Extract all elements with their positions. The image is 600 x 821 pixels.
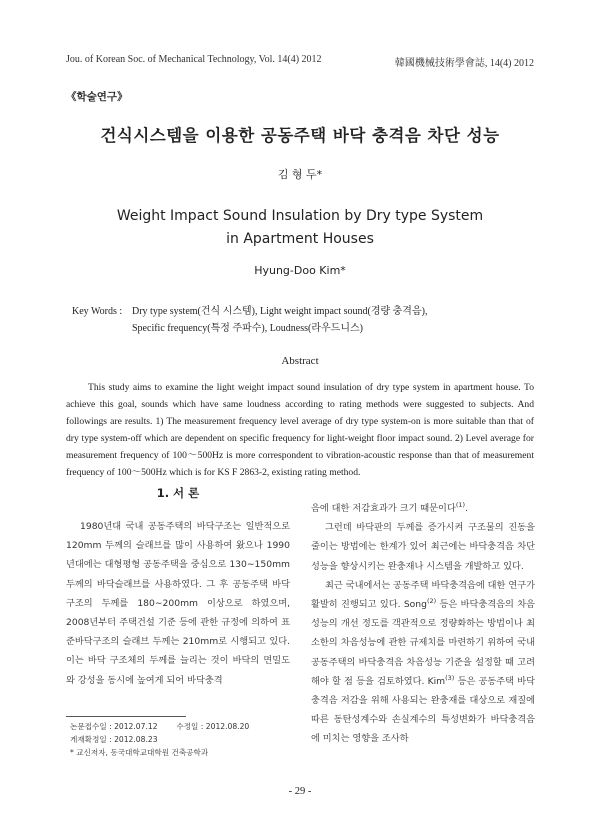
citation-2: (2) [426, 596, 437, 605]
intro-paragraph-3: 최근 국내에서는 공동주택 바닥충격음에 대한 연구가 활발히 진행되고 있다. Song$^{(2)}$ 등은 바닥충격음의 차음성능의 개선 정도를 객관적으로 정량화하는 방법이나 최소한의 차음성능에 관한 규제치를 마련하기 위하여 국내 공동주택의 바닥충격음 차음성능 기준을 설정할 때 고려해야 할 점 등을 검토하였다. Kim$^{(3)}$ 등은 공동주택 바닥충격음 저감을 위해 사용되는 완충재를 대상으로 재질에 따른 동탄성계수와 손실계수의 특성변화가 바닥충격음에 미치는 영향을 조사하 [311, 579, 535, 745]
right-column [311, 499, 535, 749]
keywords-line-2: Specific frequency(특정 주파수), Loudness(라우드니스) [132, 323, 363, 334]
title-english-line-1: Weight Impact Sound Insulation by Dry type System [116, 208, 484, 224]
received-date: 논문접수일 : 2012.07.12 [70, 722, 158, 731]
abstract-heading: Abstract [281, 355, 319, 367]
page-number: - 29 - [288, 786, 312, 797]
author-english: Hyung-Doo Kim* [254, 264, 346, 277]
corresponding-author-affiliation: * 교신저자, 동국대학교대학원 건축공학과 [70, 748, 209, 757]
keywords-line-1: Dry type system(건식 시스템), Light weight impact sound(경량 충격음), [132, 306, 428, 317]
revised-date: 수정일 : 2012.08.20 [176, 722, 250, 731]
article-category: 《학술연구》 [66, 91, 128, 103]
abstract-text: This study aims to examine the light weight impact sound insulation of dry type system in apartment house. To achieve this goal, sounds which have same loudness according to rating methods were suggested to subjects. And followings are results. 1) The measurement frequency level average of dry type system-on is more suitable than that of dry type system-off which are dependent on specific frequency for light-weight floor impact sound. 2) Level average for measurement frequency of 100～500Hz is more correspondent to vibration-acoustic response than that of measurement frequency of 100～500Hz which is for KS F 2863-2, existing rating method. [66, 382, 534, 479]
citation-1: (1) [455, 500, 466, 509]
footnote-divider [66, 716, 186, 717]
journal-header-right: 韓國機械技術學會誌, 14(4) 2012 [394, 58, 534, 69]
intro-paragraph-2: 그런데 바닥판의 두께를 증가시켜 구조물의 진동을 줄이는 방법에는 한계가 있어 최근에는 바닥충격음 차단성능을 향상시키는 완충재나 시스템을 개발하고 있다. [311, 522, 535, 572]
paper-title-korean: 건식시스템을 이용한 공동주택 바닥 충격음 차단 성능 [100, 126, 500, 145]
keywords-label: Key Words : [72, 306, 123, 317]
intro-paragraph-continued: 음에 대한 저감효과가 크기 때문이다$^{(1)}$. [311, 500, 468, 514]
paper-title-english [0, 205, 600, 251]
journal-header-left: Jou. of Korean Soc. of Mechanical Technology, Vol. 14(4) 2012 [66, 54, 322, 65]
title-english-line-2: in Apartment Houses [226, 231, 374, 247]
section-heading-introduction: 1. 서 론 [156, 486, 200, 500]
citation-3: (3) [445, 673, 455, 682]
intro-paragraph-1: 1980년대 국내 공동주택의 바닥구조는 일반적으로 120mm 두께의 슬래브를 많이 사용하여 왔으나 1990년대에는 대형평형 공동주택을 중심으로 130∼150mm 두께의 바닥슬래브를 사용하였다. 그 후 공동주택 바닥구조의 두께를 180∼200mm 이상으로 하였으며, 2008년부터 주택건설 기준 등에 관한 규정에 의하여 표준바닥구조의 슬래브 두께는 210mm로 시행되고 있다. 이는 바닥 구조체의 두께를 늘리는 것이 바닥의 면밀도와 강성을 동시에 높여게 되어 바닥충격 [66, 521, 290, 686]
author-korean: 김 형 두* [277, 168, 323, 181]
left-column [66, 517, 290, 690]
accepted-date: 게재확정일 : 2012.08.23 [70, 735, 158, 744]
footnote-dates-1 [70, 721, 249, 732]
